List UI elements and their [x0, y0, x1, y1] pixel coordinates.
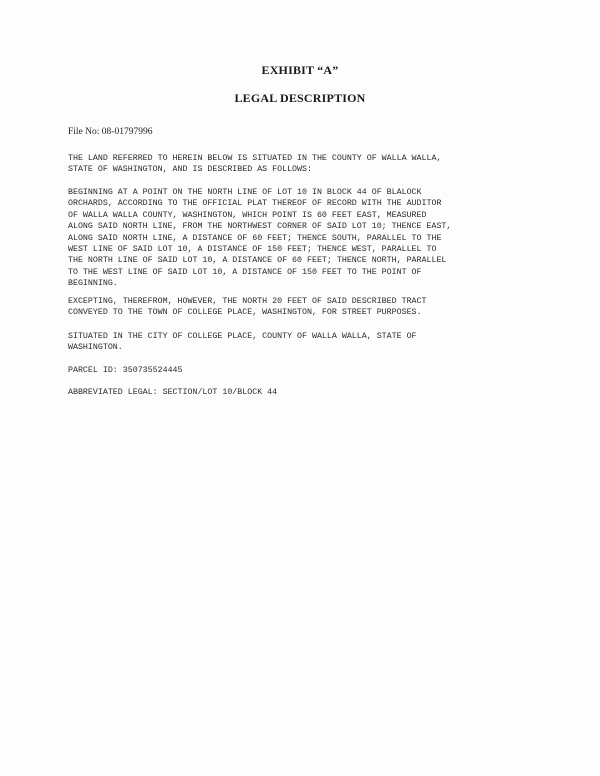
file-number: File No: 08-01797996: [68, 127, 153, 137]
legal-description-title: LEGAL DESCRIPTION: [234, 91, 366, 105]
exhibit-title: EXHIBIT “A”: [261, 63, 339, 77]
situated-paragraph: SITUATED IN THE CITY OF COLLEGE PLACE, COUNTY OF WALLA WALLA, STATE OF WASHINGTON.: [68, 332, 417, 353]
exception-paragraph: EXCEPTING, THEREFROM, HOWEVER, THE NORTH 20 FEET OF SAID DESCRIBED TRACT CONVEYED TO THE TOWN OF COLLEGE PLACE, WASHINGTON, FOR STREET PURPOSES.: [68, 297, 427, 318]
parcel-id: PARCEL ID: 350735524445: [68, 366, 183, 375]
intro-paragraph: THE LAND REFERRED TO HEREIN BELOW IS SITUATED IN THE COUNTY OF WALLA WALLA, STATE OF WASHINGTON, AND IS DESCRIBED AS FOLLOWS:: [68, 154, 442, 175]
legal-description-paragraph: BEGINNING AT A POINT ON THE NORTH LINE OF LOT 10 IN BLOCK 44 OF BLALOCK ORCHARDS, ACCORDING TO THE OFFICIAL PLAT THEREOF OF RECORD WITH THE AUDITOR OF WALLA WALLA COUNTY, WASHINGTON, WHICH POINT IS 60 FEET EAST, MEASURED ALONG SAID NORTH LINE, FROM THE NORTHWEST CORNER OF SAID LOT 10; THENCE EAST, ALONG SAID NORTH LINE, A DISTANCE OF 60 FEET; THENCE SOUTH, PARALLEL TO THE WEST LINE OF SAID LOT 10, A DISTANCE OF 150 FEET; THENCE WEST, PARALLEL TO THE NORTH LINE OF SAID LOT 10, A DISTANCE OF 60 FEET; THENCE NORTH, PARALLEL TO THE WEST LINE OF SAID LOT 10, A DISTANCE OF 150 FEET TO THE POINT OF BEGINNING.: [68, 188, 452, 289]
abbreviated-legal: ABBREVIATED LEGAL: SECTION/LOT 10/BLOCK 44: [68, 388, 278, 397]
